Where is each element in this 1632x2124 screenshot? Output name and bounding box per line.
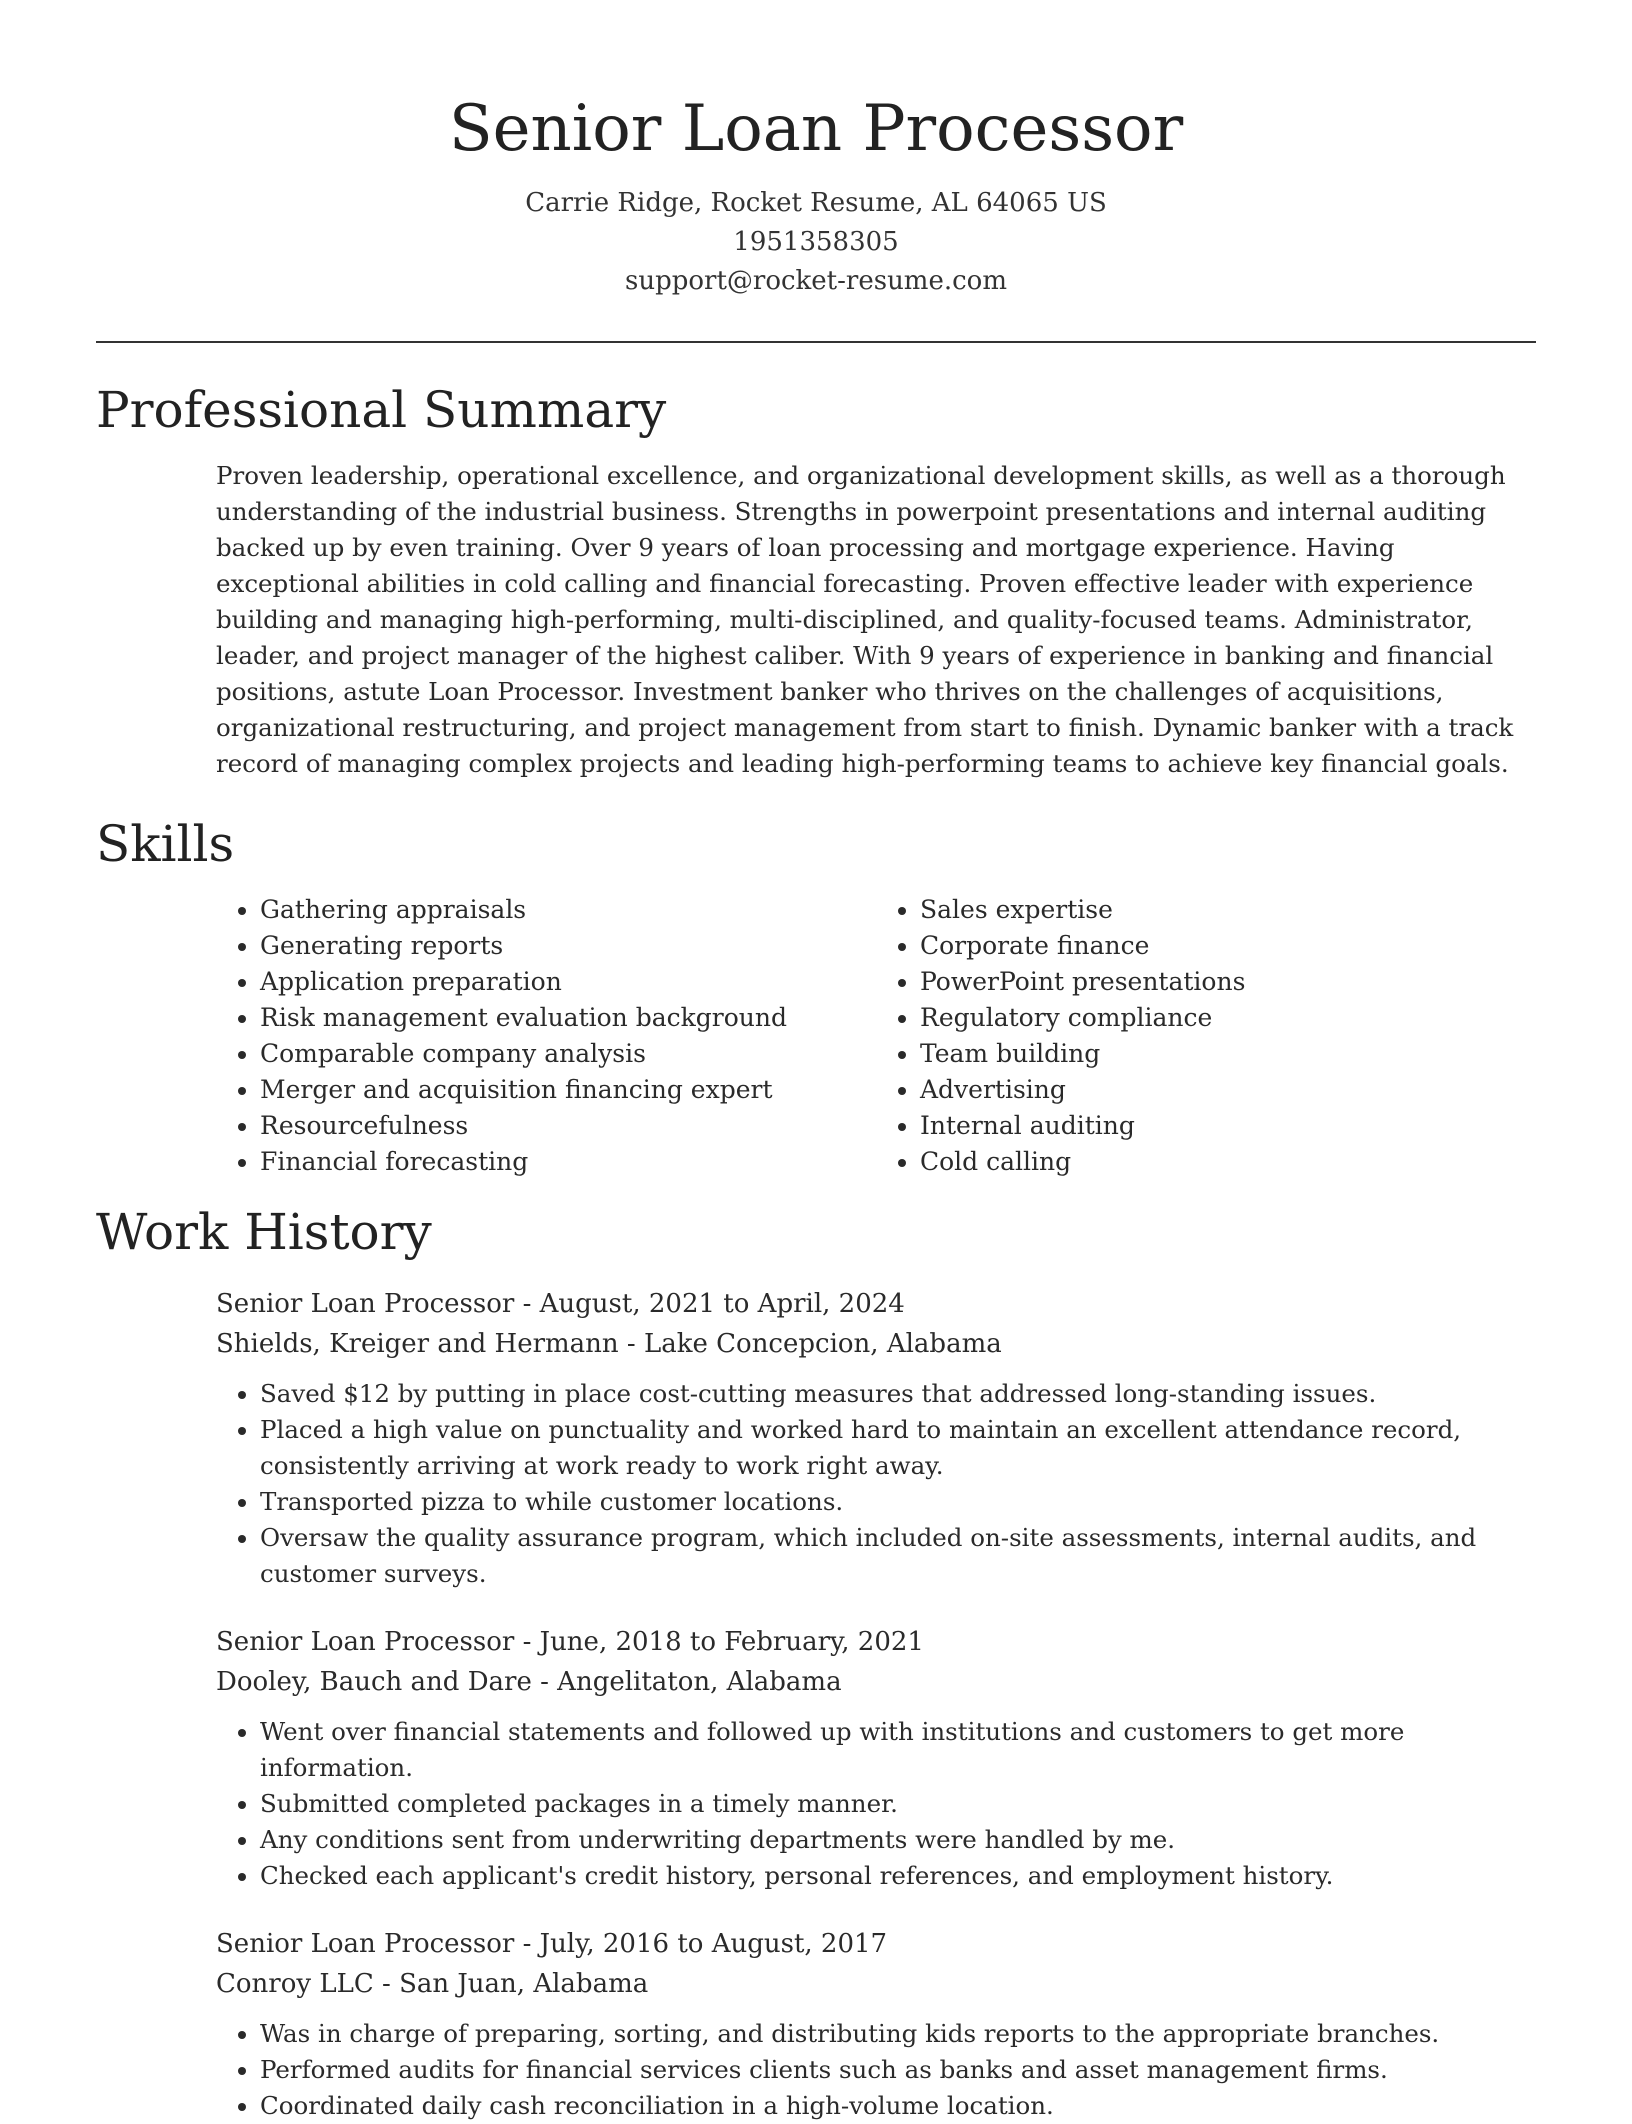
skill-item: • Application preparation xyxy=(260,964,876,1000)
job-company: Dooley, Bauch and Dare - Angelitaton, Alabama xyxy=(216,1667,842,1697)
skill-item: • Sales expertise xyxy=(920,892,1536,928)
skill-item: • Resourcefulness xyxy=(260,1108,876,1144)
skill-item: • Financial forecasting xyxy=(260,1144,876,1180)
header-divider xyxy=(96,341,1536,343)
skills-list-right xyxy=(876,892,1536,1180)
job-entry xyxy=(216,1622,1536,1894)
contact-block xyxy=(0,184,1632,301)
skills-list-left xyxy=(216,892,876,1180)
job-bullet: • Went over financial statements and followed up with institutions and customers to get more information. xyxy=(260,1714,1536,1786)
job-bullets xyxy=(216,2016,1536,2124)
skill-item: • Internal auditing xyxy=(920,1108,1536,1144)
contact-email: support@rocket-resume.com xyxy=(624,266,1007,296)
work-section xyxy=(96,1200,1536,2124)
job-bullets xyxy=(216,1376,1536,1592)
job-bullet: • Coordinated daily cash reconciliation in a high-volume location. xyxy=(260,2088,1536,2124)
skill-item: • Generating reports xyxy=(260,928,876,964)
skills-section xyxy=(96,812,1536,1180)
job-title: Senior Loan Processor - July, 2016 to August, 2017 xyxy=(216,1929,888,1959)
job-bullet: • Any conditions sent from underwriting departments were handled by me. xyxy=(260,1822,1536,1858)
summary-section xyxy=(96,378,1536,782)
skill-item: • Risk management evaluation background xyxy=(260,1000,876,1036)
skill-item: • Regulatory compliance xyxy=(920,1000,1536,1036)
job-bullet: • Saved $12 by putting in place cost-cutting measures that addressed long-standing issues. xyxy=(260,1376,1536,1412)
job-bullet: • Was in charge of preparing, sorting, and distributing kids reports to the appropriate branches. xyxy=(260,2016,1536,2052)
job-bullet: • Performed audits for financial services clients such as banks and asset management firms. xyxy=(260,2052,1536,2088)
skill-item: • Merger and acquisition financing expert xyxy=(260,1072,876,1108)
job-bullet: • Transported pizza to while customer locations. xyxy=(260,1484,1536,1520)
resume-header xyxy=(0,0,1632,301)
job-bullet: • Checked each applicant's credit history, personal references, and employment history. xyxy=(260,1858,1536,1894)
job-title: Senior Loan Processor - August, 2021 to April, 2024 xyxy=(216,1289,905,1319)
skill-item: • Advertising xyxy=(920,1072,1536,1108)
contact-phone: 1951358305 xyxy=(733,227,899,257)
skills-grid xyxy=(216,892,1536,1180)
skill-item: • Gathering appraisals xyxy=(260,892,876,928)
skill-item: • PowerPoint presentations xyxy=(920,964,1536,1000)
summary-text: Proven leadership, operational excellence, and organizational development skills, as well as a thorough understanding of the industrial business. Strengths in powerpoint presentations and internal auditing backed up by even training. Over 9 years of loan processing and mortgage experience. Having exceptional abilities in cold calling and financial forecasting. Proven effective leader with experience building and managing high-performing, multi-disciplined, and quality-focused teams. Administrator, leader, and project manager of the highest caliber. With 9 years of experience in banking and financial positions, astute Loan Processor. Investment banker who thrives on the challenges of acquisitions, organizational restructuring, and project management from start to finish. Dynamic banker with a track record of managing complex projects and leading high-performing teams to achieve key financial goals. xyxy=(216,461,1514,778)
job-bullets xyxy=(216,1714,1536,1894)
job-bullet: • Submitted completed packages in a timely manner. xyxy=(260,1786,1536,1822)
resume-name: Senior Loan Processor xyxy=(448,92,1184,166)
work-title: Work History xyxy=(96,1203,432,1261)
skill-item: • Comparable company analysis xyxy=(260,1036,876,1072)
job-company: Shields, Kreiger and Hermann - Lake Concepcion, Alabama xyxy=(216,1329,1002,1359)
skills-title: Skills xyxy=(96,815,235,873)
job-company: Conroy LLC - San Juan, Alabama xyxy=(216,1969,649,1999)
job-entry xyxy=(216,1284,1536,1592)
job-entry xyxy=(216,1924,1536,2124)
summary-title: Professional Summary xyxy=(96,381,667,439)
skill-item: • Team building xyxy=(920,1036,1536,1072)
skill-item: • Cold calling xyxy=(920,1144,1536,1180)
job-bullet: • Oversaw the quality assurance program, which included on-site assessments, internal audits, and customer surveys. xyxy=(260,1520,1536,1592)
job-title: Senior Loan Processor - June, 2018 to February, 2021 xyxy=(216,1627,924,1657)
skill-item: • Corporate finance xyxy=(920,928,1536,964)
job-bullet: • Placed a high value on punctuality and worked hard to maintain an excellent attendance record, consistently arriving at work ready to work right away. xyxy=(260,1412,1536,1484)
contact-address: Carrie Ridge, Rocket Resume, AL 64065 US xyxy=(525,188,1107,218)
